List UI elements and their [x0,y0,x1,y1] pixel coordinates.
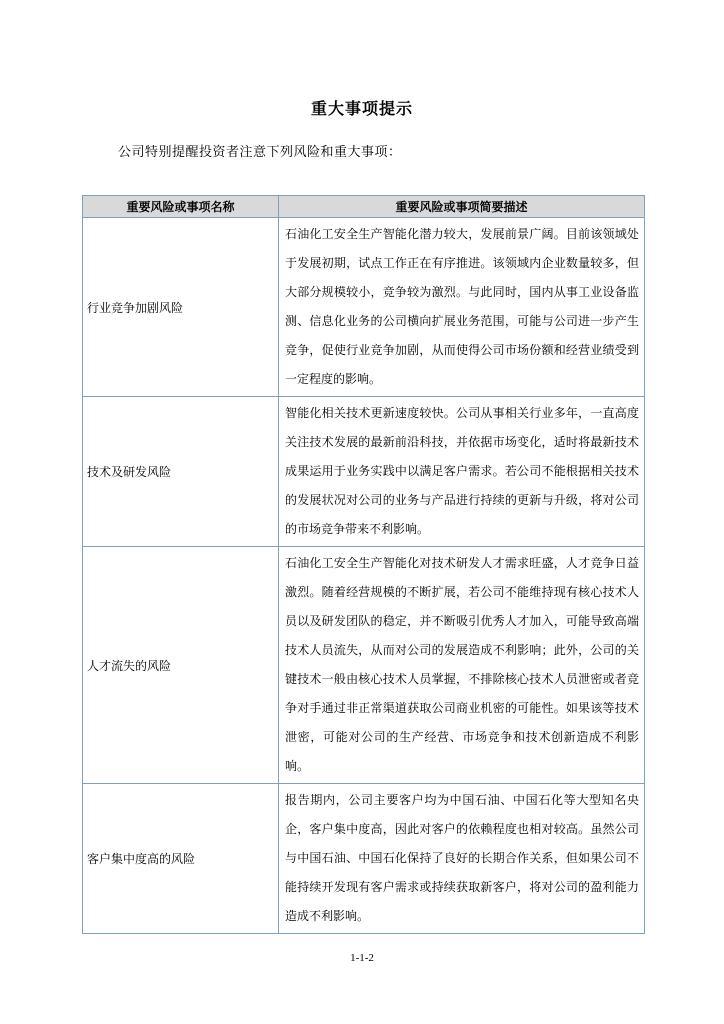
intro-text: 公司特别提醒投资者注意下列风险和重大事项： [118,145,402,160]
table-row [83,218,645,397]
risk-name: 技术及研发风险 [83,397,279,547]
risk-table [82,195,645,934]
page-title: 重大事项提示 [310,99,413,118]
risk-desc: 石油化工安全生产智能化对技术研发人才需求旺盛，人才竞争日益激烈。随着经营规模的不断扩展，若公司不能维持现有核心技术人员以及研发团队的稳定，并不断吸引优秀人才加入，可能导致高端技术人员流失，从而对公司的发展造成不利影响；此外，公司的关键技术一般由核心技术人员掌握，不排除核心技术人员泄密或者竞争对手通过非正常渠道获取公司商业机密的可能性。如果该等技术泄密，可能对公司的生产经营、市场竞争和技术创新造成不利影响。 [279,547,645,784]
table-row [83,397,645,547]
risk-name: 客户集中度高的风险 [83,784,279,934]
page-number: 1-1-2 [350,952,374,964]
table-row [83,784,645,934]
risk-desc: 智能化相关技术更新速度较快。公司从事相关行业多年，一直高度关注技术发展的最新前沿科技，并依据市场变化，适时将最新技术成果运用于业务实践中以满足客户需求。若公司不能根据相关技术的发展状况对公司的业务与产品进行持续的更新与升级，将对公司的市场竞争带来不利影响。 [279,397,645,547]
risk-name: 人才流失的风险 [83,547,279,784]
header-risk-name: 重要风险或事项名称 [83,196,279,218]
table-row [83,547,645,784]
risk-desc: 石油化工安全生产智能化潜力较大，发展前景广阔。目前该领域处于发展初期，试点工作正在有序推进。该领域内企业数量较多，但大部分规模较小，竞争较为激烈。与此同时，国内从事工业设备监测、信息化业务的公司横向扩展业务范围，可能与公司进一步产生竞争，促使行业竞争加剧，从而使得公司市场份额和经营业绩受到一定程度的影响。 [279,218,645,397]
header-risk-desc: 重要风险或事项简要描述 [279,196,645,218]
table-header-row [83,196,645,218]
risk-desc: 报告期内，公司主要客户均为中国石油、中国石化等大型知名央企，客户集中度高，因此对客户的依赖程度也相对较高。虽然公司与中国石油、中国石化保持了良好的长期合作关系，但如果公司不能持续开发现有客户需求或持续获取新客户，将对公司的盈利能力造成不利影响。 [279,784,645,934]
risk-name: 行业竞争加剧风险 [83,218,279,397]
